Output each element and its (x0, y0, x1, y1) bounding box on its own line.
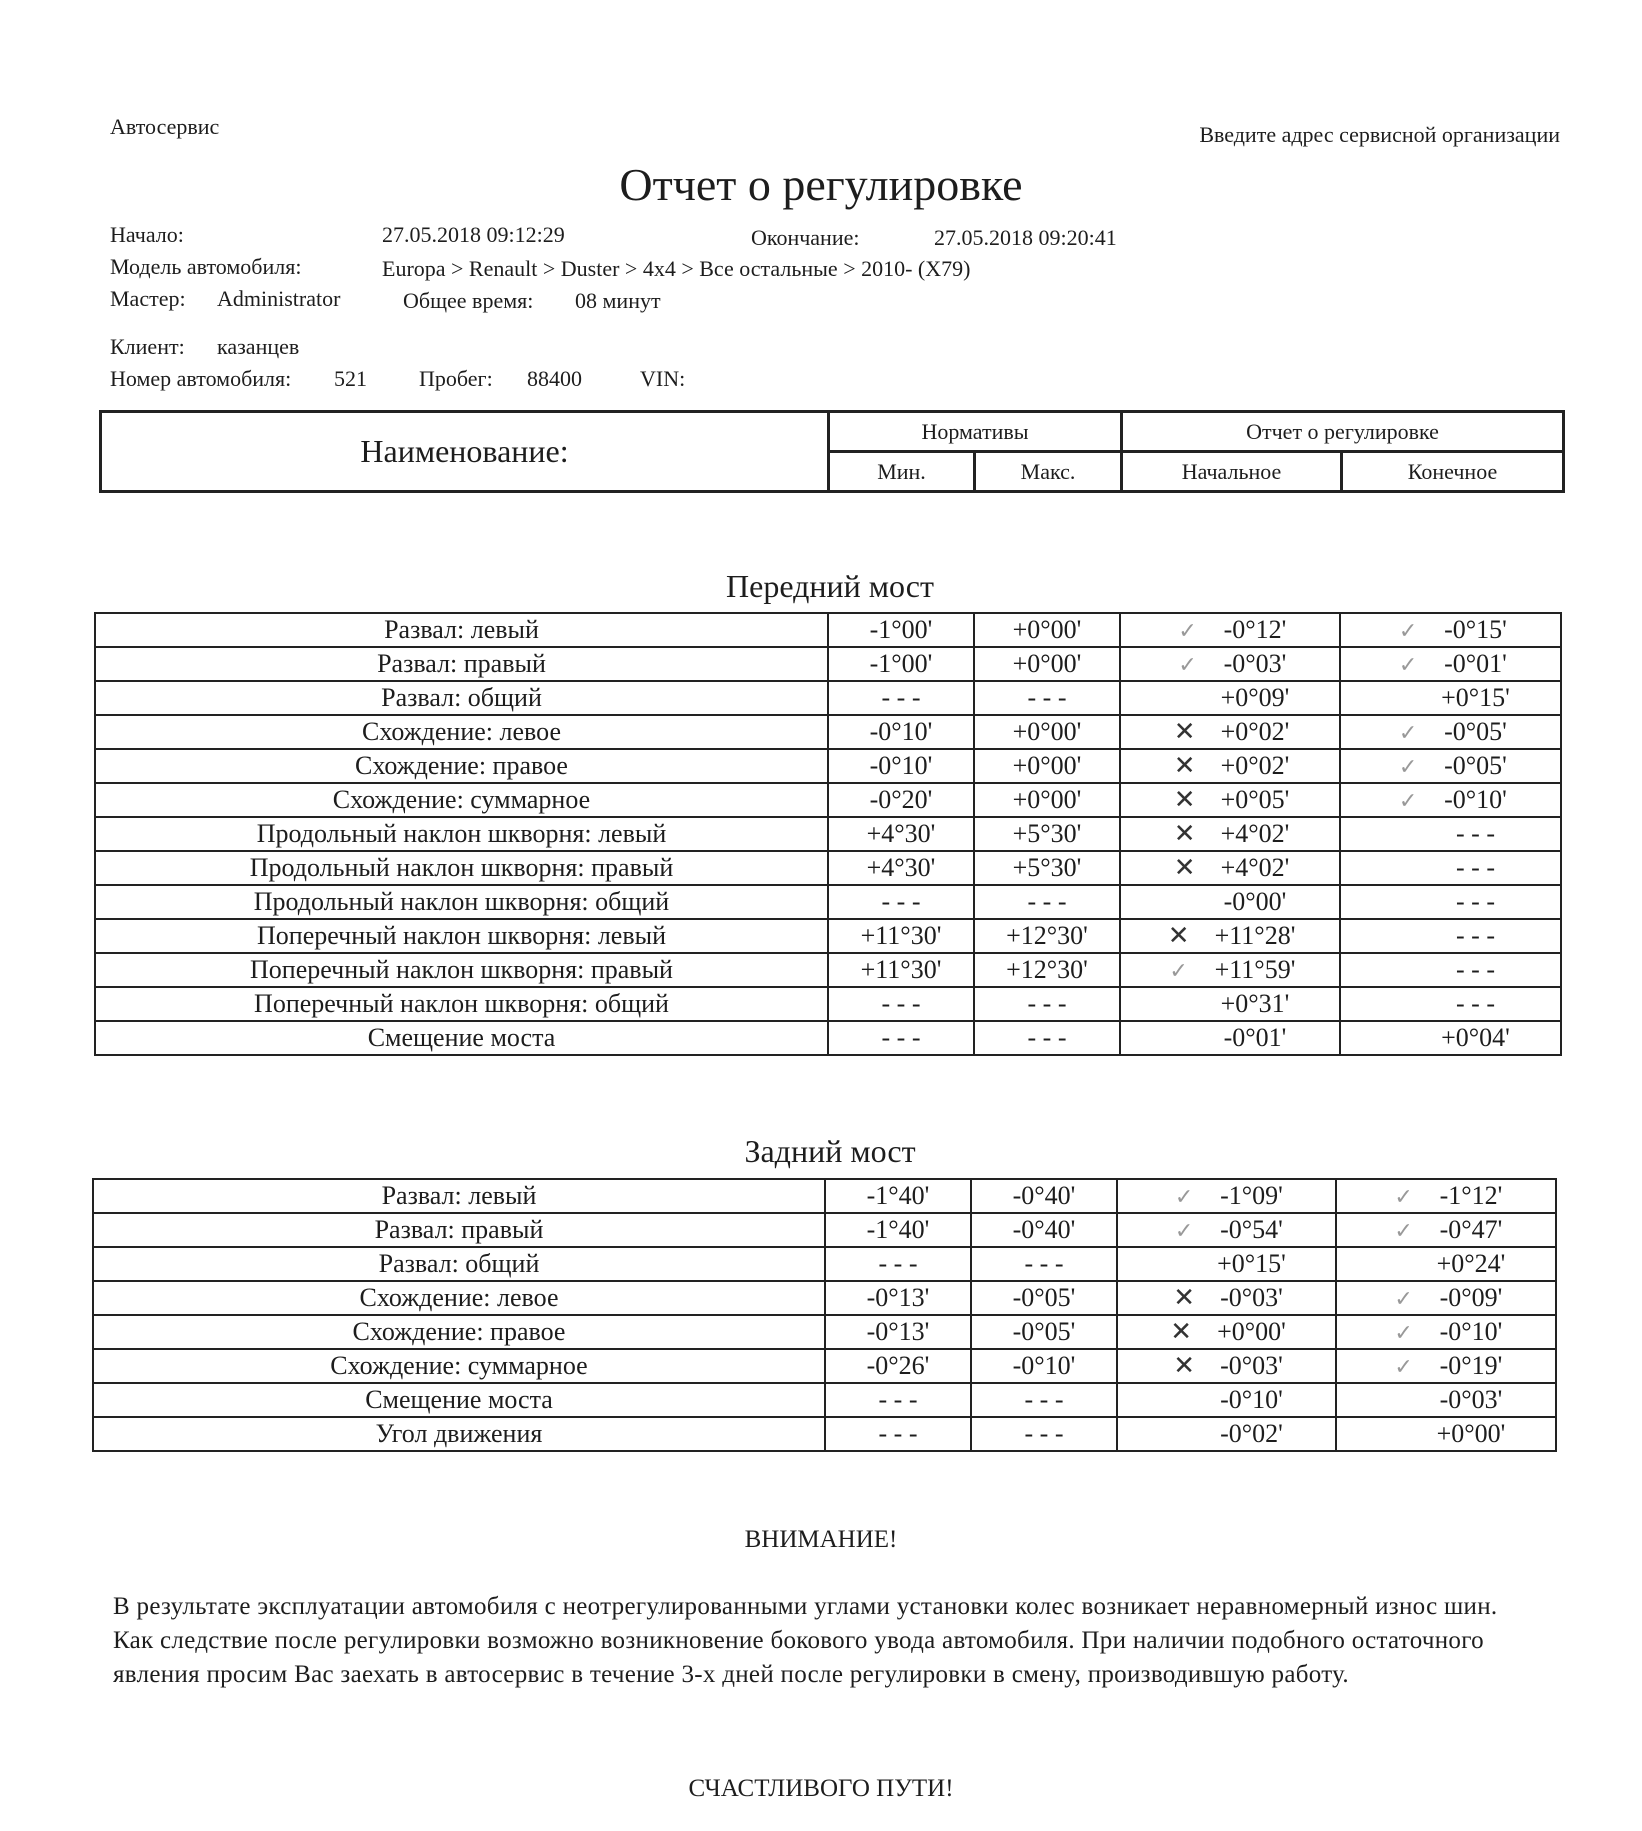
parameter-name: Развал: общий (378, 1249, 540, 1278)
norm-min-value: -1°00' (869, 649, 933, 678)
total-time-value: 08 минут (575, 288, 661, 313)
mileage-label: Пробег: (419, 366, 493, 391)
norm-min-value: - - - (881, 989, 921, 1018)
parameter-name: Схождение: левое (362, 717, 561, 746)
company-name: Автосервис (110, 114, 220, 139)
final-value: -0°15' (1444, 615, 1507, 644)
table-row (95, 885, 1561, 919)
parameter-name: Схождение: левое (359, 1283, 559, 1312)
table-row (95, 953, 1561, 987)
final-value: +0°15' (1441, 683, 1510, 712)
cross-icon: ✕ (1167, 921, 1190, 950)
final-value: - - - (1456, 955, 1495, 984)
norm-min-value: - - - (878, 1385, 918, 1414)
column-norms-header: Нормативы (829, 412, 1122, 452)
final-value: -0°47' (1439, 1215, 1503, 1244)
column-name-header: Наименование: (101, 412, 829, 492)
check-icon: ✓ (1394, 1320, 1413, 1345)
final-value: -0°09' (1439, 1283, 1503, 1312)
model-value: Europa > Renault > Duster > 4x4 > Все остальные > 2010- (X79) (382, 256, 971, 281)
cross-icon: ✕ (1173, 717, 1196, 746)
front-axle-title: Передний мост (726, 568, 934, 604)
parameter-name: Развал: правый (374, 1215, 544, 1244)
car-number-value: 521 (334, 366, 367, 391)
initial-value: -1°09' (1220, 1181, 1283, 1210)
norm-min-value: - - - (878, 1249, 918, 1278)
page-title: Отчет о регулировке (619, 159, 1023, 210)
norm-max-value: - - - (1024, 1249, 1064, 1278)
table-row (95, 749, 1561, 783)
norm-max-value: +12°30' (1006, 955, 1088, 984)
norm-min-value: - - - (881, 683, 921, 712)
initial-value: -0°00' (1223, 887, 1287, 916)
table-row (95, 851, 1561, 885)
table-row (93, 1417, 1556, 1451)
final-value: - - - (1456, 853, 1495, 882)
initial-value: +0°31' (1220, 989, 1290, 1018)
check-icon: ✓ (1398, 754, 1418, 779)
start-value: 27.05.2018 09:12:29 (382, 222, 565, 247)
norm-max-value: +0°00' (1012, 649, 1082, 678)
final-value: +0°04' (1441, 1023, 1510, 1052)
norm-min-value: - - - (881, 1023, 921, 1052)
total-time-label: Общее время: (403, 288, 534, 313)
check-icon: ✓ (1394, 1218, 1413, 1243)
check-icon: ✓ (1394, 1286, 1413, 1311)
initial-value: -0°03' (1223, 649, 1287, 678)
final-value: -1°12' (1439, 1181, 1503, 1210)
farewell-text: СЧАСТЛИВОГО ПУТИ! (688, 1775, 954, 1802)
norm-min-value: +4°30' (866, 853, 936, 882)
initial-value: +4°02' (1220, 853, 1290, 882)
initial-value: -0°12' (1223, 615, 1287, 644)
parameter-name: Продольный наклон шкворня: общий (253, 887, 670, 916)
final-value: -0°01' (1444, 649, 1507, 678)
table-row (95, 987, 1561, 1021)
initial-value: +11°59' (1214, 955, 1296, 984)
final-value: -0°10' (1444, 785, 1507, 814)
norm-min-value: -1°40' (866, 1181, 930, 1210)
table-row (93, 1247, 1556, 1281)
norm-min-value: -0°13' (866, 1317, 930, 1346)
master-value: Administrator (217, 286, 341, 311)
parameter-name: Схождение: суммарное (332, 785, 591, 814)
initial-value: +0°02' (1220, 751, 1290, 780)
check-icon: ✓ (1174, 1184, 1194, 1209)
end-label: Окончание: (751, 225, 860, 250)
column-initial-header: Начальное (1122, 452, 1342, 492)
check-icon: ✓ (1398, 720, 1418, 745)
initial-value: +0°02' (1220, 717, 1290, 746)
parameter-name: Схождение: суммарное (330, 1351, 588, 1380)
parameter-name: Смещение моста (365, 1385, 553, 1414)
column-min-header: Мин. (829, 452, 975, 492)
norm-max-value: - - - (1027, 989, 1067, 1018)
final-value: +0°00' (1436, 1419, 1506, 1448)
norm-max-value: - - - (1027, 683, 1067, 712)
front-axle-table (94, 612, 1562, 1056)
norm-min-value: - - - (878, 1419, 918, 1448)
norm-max-value: +5°30' (1012, 853, 1082, 882)
initial-value: -0°03' (1220, 1283, 1283, 1312)
table-row (95, 919, 1561, 953)
final-value: - - - (1456, 989, 1495, 1018)
norm-min-value: +11°30' (860, 955, 942, 984)
norm-min-value: -1°00' (869, 615, 933, 644)
client-label: Клиент: (110, 334, 185, 359)
table-row (95, 681, 1561, 715)
table-row (95, 613, 1561, 647)
parameter-name: Поперечный наклон шкворня: общий (254, 989, 669, 1018)
column-header-table (99, 410, 1565, 493)
norm-max-value: -0°05' (1012, 1317, 1076, 1346)
initial-value: +0°15' (1217, 1249, 1286, 1278)
column-report-header: Отчет о регулировке (1122, 412, 1564, 452)
car-number-label: Номер автомобиля: (110, 366, 292, 391)
norm-max-value: -0°10' (1012, 1351, 1076, 1380)
cross-icon: ✕ (1173, 1351, 1196, 1380)
cross-icon: ✕ (1173, 819, 1196, 848)
check-icon: ✓ (1398, 652, 1418, 677)
norm-min-value: -0°20' (869, 785, 933, 814)
check-icon: ✓ (1178, 652, 1197, 677)
mileage-value: 88400 (527, 366, 582, 391)
master-label: Мастер: (110, 286, 186, 311)
table-row (93, 1179, 1556, 1213)
norm-min-value: +11°30' (860, 921, 942, 950)
norm-max-value: -0°05' (1012, 1283, 1076, 1312)
parameter-name: Смещение моста (367, 1023, 556, 1052)
column-max-header: Макс. (975, 452, 1122, 492)
initial-value: -0°02' (1220, 1419, 1283, 1448)
norm-max-value: - - - (1027, 887, 1067, 916)
initial-value: -0°54' (1220, 1215, 1283, 1244)
norm-max-value: -0°40' (1012, 1215, 1076, 1244)
initial-value: +11°28' (1214, 921, 1296, 950)
initial-value: +0°09' (1220, 683, 1290, 712)
start-label: Начало: (110, 222, 184, 247)
norm-max-value: +0°00' (1012, 717, 1082, 746)
table-row (95, 715, 1561, 749)
model-label: Модель автомобиля: (110, 254, 302, 279)
norm-max-value: - - - (1027, 1023, 1067, 1052)
parameter-name: Продольный наклон шкворня: левый (256, 819, 667, 848)
parameter-name: Схождение: правое (352, 1317, 566, 1346)
norm-max-value: +12°30' (1006, 921, 1088, 950)
norm-max-value: -0°40' (1012, 1181, 1076, 1210)
norm-min-value: -1°40' (866, 1215, 930, 1244)
norm-min-value: - - - (881, 887, 921, 916)
initial-value: +4°02' (1220, 819, 1290, 848)
table-row (93, 1281, 1556, 1315)
norm-min-value: -0°13' (866, 1283, 930, 1312)
rear-axle-table (92, 1178, 1557, 1452)
cross-icon: ✕ (1170, 1317, 1193, 1346)
norm-max-value: +0°00' (1012, 751, 1082, 780)
parameter-name: Развал: левый (381, 1181, 537, 1210)
initial-value: -0°03' (1220, 1351, 1283, 1380)
final-value: -0°05' (1444, 717, 1507, 746)
final-value: -0°05' (1444, 751, 1507, 780)
parameter-name: Поперечный наклон шкворня: левый (257, 921, 666, 950)
initial-value: -0°01' (1223, 1023, 1287, 1052)
table-row (95, 783, 1561, 817)
parameter-name: Схождение: правое (355, 751, 568, 780)
norm-min-value: -0°26' (866, 1351, 930, 1380)
initial-value: -0°10' (1220, 1385, 1283, 1414)
norm-min-value: -0°10' (869, 717, 933, 746)
check-icon: ✓ (1394, 1184, 1413, 1209)
final-value: +0°24' (1436, 1249, 1506, 1278)
norm-max-value: +0°00' (1012, 785, 1082, 814)
end-value: 27.05.2018 09:20:41 (934, 225, 1117, 250)
table-row (93, 1349, 1556, 1383)
cross-icon: ✕ (1173, 785, 1196, 814)
norm-min-value: -0°10' (869, 751, 933, 780)
cross-icon: ✕ (1173, 853, 1196, 882)
vin-label: VIN: (640, 366, 686, 391)
parameter-name: Развал: общий (381, 683, 542, 712)
table-row (93, 1213, 1556, 1247)
final-value: -0°03' (1439, 1385, 1503, 1414)
norm-max-value: +5°30' (1012, 819, 1082, 848)
initial-value: +0°00' (1217, 1317, 1286, 1346)
service-address: Введите адрес сервисной организации (1199, 122, 1560, 147)
parameter-name: Поперечный наклон шкворня: правый (250, 955, 673, 984)
final-value: - - - (1456, 921, 1495, 950)
column-final-header: Конечное (1342, 452, 1564, 492)
parameter-name: Развал: левый (384, 615, 539, 644)
initial-value: +0°05' (1220, 785, 1290, 814)
table-row (93, 1315, 1556, 1349)
check-icon: ✓ (1398, 618, 1418, 643)
cross-icon: ✕ (1173, 1283, 1196, 1312)
attention-heading: ВНИМАНИЕ! (744, 1526, 898, 1553)
norm-max-value: +0°00' (1012, 615, 1082, 644)
norm-min-value: +4°30' (866, 819, 936, 848)
final-value: -0°19' (1439, 1351, 1503, 1380)
table-row (95, 1021, 1561, 1055)
table-row (95, 817, 1561, 851)
final-value: - - - (1456, 887, 1495, 916)
check-icon: ✓ (1174, 1218, 1194, 1243)
check-icon: ✓ (1398, 788, 1418, 813)
final-value: - - - (1456, 819, 1495, 848)
parameter-name: Угол движения (375, 1419, 543, 1448)
check-icon: ✓ (1394, 1354, 1413, 1379)
check-icon: ✓ (1178, 618, 1197, 643)
norm-max-value: - - - (1024, 1419, 1064, 1448)
parameter-name: Продольный наклон шкворня: правый (249, 853, 674, 882)
check-icon: ✓ (1169, 958, 1188, 983)
table-row (95, 647, 1561, 681)
final-value: -0°10' (1439, 1317, 1503, 1346)
norm-max-value: - - - (1024, 1385, 1064, 1414)
rear-axle-title: Задний мост (744, 1133, 916, 1169)
parameter-name: Развал: правый (377, 649, 546, 678)
client-value: казанцев (217, 334, 300, 359)
table-row (93, 1383, 1556, 1417)
cross-icon: ✕ (1173, 751, 1196, 780)
warning-note: В результате эксплуатации автомобиля с неотрегулированными углами установки колес возникает неравномерный износ шин. Как следствие после регулировки возможно возникновение бокового увода автомобиля. При наличии подобного остаточного явления просим Вас заехать в автосервис в течение 3-х дней после регулировки в смену, производившую работу. (113, 1593, 1498, 1688)
